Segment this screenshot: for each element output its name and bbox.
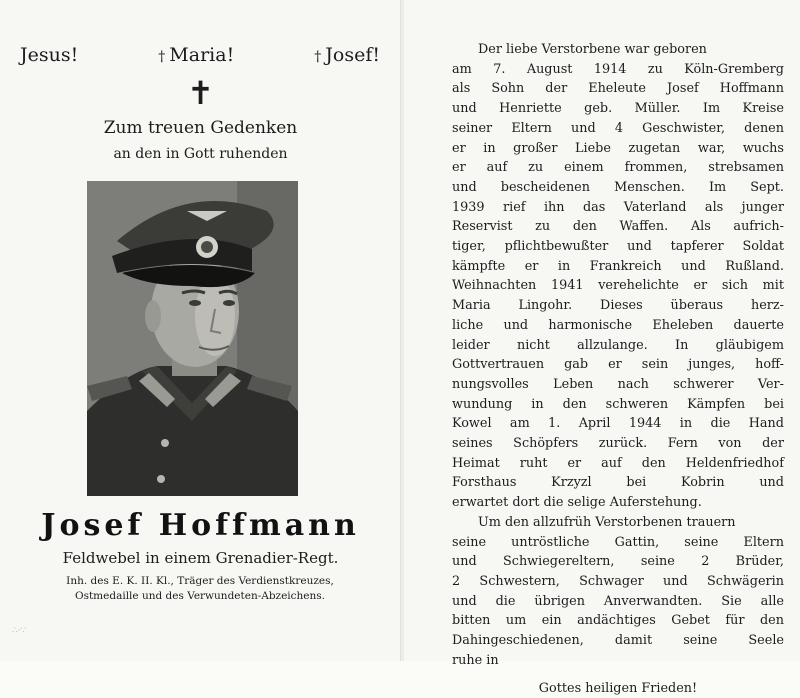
bio-line: leider nicht allzulange. In gläubigem	[452, 336, 784, 356]
memorial-subheading: an den in Gott ruhenden	[0, 146, 401, 162]
bio-line: Reservist zu den Waffen. Als aufrich-	[452, 217, 784, 237]
bio-line: kämpfte er in Frankreich und Rußland.	[452, 257, 784, 277]
bio-line: Weihnachten 1941 verehelichte er sich mit	[452, 276, 784, 296]
military-rank: Feldwebel in einem Grenadier-Regt.	[0, 549, 401, 567]
bio-line: er auf zu einem frommen, strebsamen	[452, 158, 784, 178]
bio-line: Heimat ruht er auf den Heldenfriedhof	[452, 454, 784, 474]
bio-line: er in großer Liebe zugetan war, wuchs	[452, 139, 784, 159]
invocation-maria-text: Maria!	[169, 44, 234, 66]
bio-line: Gottvertrauen gab er sein junges, hoff-	[452, 355, 784, 375]
closing-blessing: Gottes heiligen Frieden!	[452, 679, 784, 698]
paper-stain-icon: ∴·∵	[12, 626, 38, 636]
bio-line: 1939 rief ihn das Vaterland als junger	[452, 198, 784, 218]
bio-line: Maria Lingohr. Dieses überaus herz-	[452, 296, 784, 316]
invocation-josef	[314, 44, 380, 66]
bio-line: als Sohn der Eheleute Josef Hoffmann	[452, 79, 784, 99]
bio-line: wundung in den schweren Kämpfen bei	[452, 395, 784, 415]
invocation-maria	[158, 44, 234, 66]
left-panel	[0, 0, 401, 661]
bio-line: und Henriette geb. Müller. Im Kreise	[452, 99, 784, 119]
biography-text	[452, 40, 784, 698]
bio-line: Der liebe Verstorbene war geboren	[452, 40, 784, 60]
bio-line: Dahingeschiedenen, damit seine Seele	[452, 631, 784, 651]
honors-line-2: Ostmedaille und des Verwundeten-Abzeichens.	[30, 589, 370, 604]
bio-line: ruhe in	[452, 651, 784, 671]
bio-line: seiner Eltern und 4 Geschwister, denen	[452, 119, 784, 139]
bio-line: erwartet dort die selige Auferstehung.	[452, 493, 784, 513]
memorial-heading: Zum treuen Gedenken	[0, 118, 401, 138]
invocation-jesus-text: Jesus!	[20, 44, 78, 66]
bio-line: bitten um ein andächtiges Gebet für den	[452, 611, 784, 631]
bio-line: seines Schöpfers zurück. Fern von der	[452, 434, 784, 454]
cross-icon: ✝	[0, 76, 401, 110]
bio-line: 2 Schwestern, Schwager und Schwägerin	[452, 572, 784, 592]
bio-line: am 7. August 1914 zu Köln-Gremberg	[452, 60, 784, 80]
bio-line: Forsthaus Krzyzl bei Kobrin und	[452, 473, 784, 493]
portrait-photo	[87, 181, 298, 496]
bio-line: und die übrigen Anverwandten. Sie alle	[452, 592, 784, 612]
invocation-jesus	[20, 44, 78, 66]
bio-line: und Schwiegereltern, seine 2 Brüder,	[452, 552, 784, 572]
bio-line: liche und harmonische Eheleben dauerte	[452, 316, 784, 336]
deceased-name: Josef Hoffmann	[0, 508, 401, 543]
honors-line-1: Inh. des E. K. II. Kl., Träger des Verdienstkreuzes,	[30, 574, 370, 589]
bio-line: Kowel am 1. April 1944 in die Hand	[452, 414, 784, 434]
bio-line: tiger, pflichtbewußter und tapferer Soldat	[452, 237, 784, 257]
bio-line: nungsvolles Leben nach schwerer Ver-	[452, 375, 784, 395]
honors	[30, 574, 370, 604]
portrait-illustration	[87, 181, 298, 496]
small-cross-icon: †	[314, 49, 321, 65]
bio-line: und bescheidenen Menschen. Im Sept.	[452, 178, 784, 198]
bio-line: seine untröstliche Gattin, seine Eltern	[452, 533, 784, 553]
small-cross-icon: †	[158, 49, 165, 65]
bio-line: Um den allzufrüh Verstorbenen trauern	[452, 513, 784, 533]
invocation-line	[20, 44, 380, 66]
invocation-josef-text: Josef!	[325, 44, 380, 66]
